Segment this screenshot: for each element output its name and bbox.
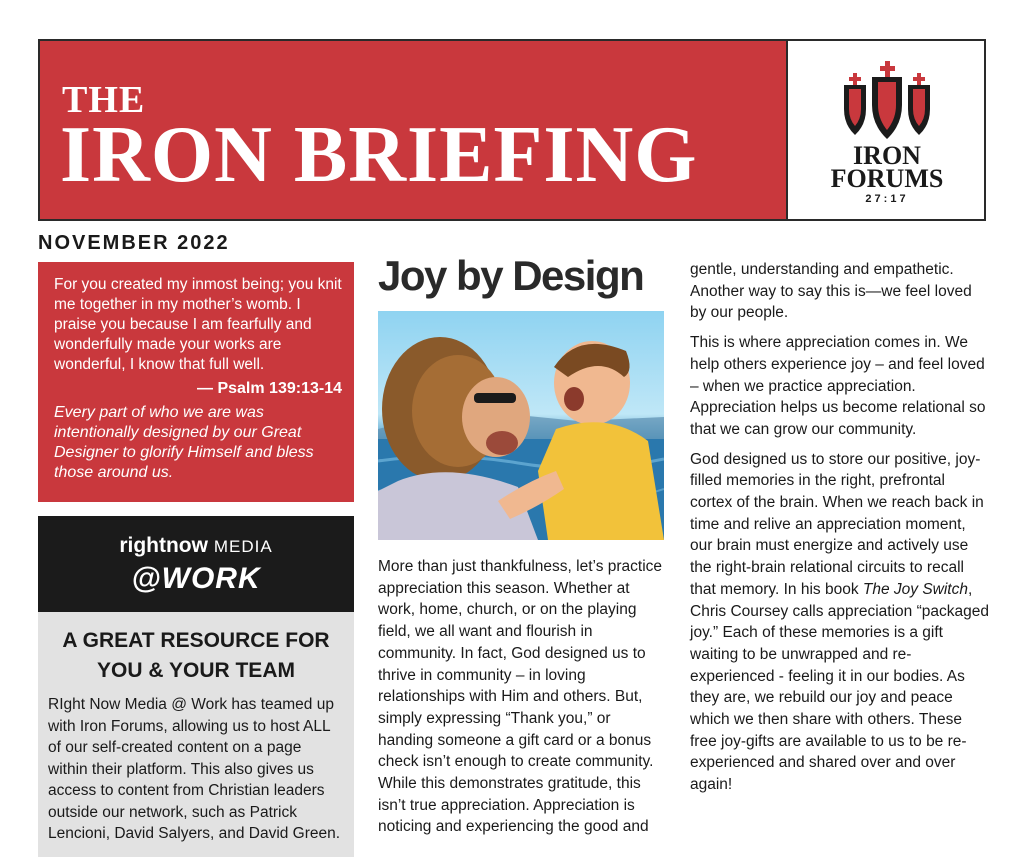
article-paragraph: More than just thankfulness, let’s practice appreciation this season. Whether at work, home, church, or on the playing field, we all want and flourish in community. In fact, God designed us to thrive in community – in loving relationships with Him and others. But, simply expressing “Thank you,” or handing someone a gift card or a bonus check isn’t enough to create community. While this demonstrates gratitude, this isn’t true appreciation. Appreciation is noticing and experiencing the good and bbox=[378, 558, 663, 836]
article-text: God designed us to store our positive, joy-filled memories in the right, prefrontal cortex of the brain. When we reach back in time and relive an appreciation moment, our brain must energize and actively use the right-brain relational circuits to recall that memory. In his book bbox=[690, 450, 984, 598]
scripture-note: Every part of who we are was intentionally designed by our Great Designer to glorify Himself and bless those around us. bbox=[54, 404, 314, 481]
rightnow-work-logo: @WORK bbox=[131, 562, 261, 595]
rightnow-brand bbox=[38, 534, 354, 559]
logo-text-iron: IRON bbox=[853, 141, 921, 170]
article-paragraph bbox=[690, 449, 990, 796]
resource-body: RIght Now Media @ Work has teamed up with Iron Forums, allowing us to host ALL of our self-created content on a page within their platform. This also gives us access to content from Christian leaders outside our network, such as Patrick Lencioni, David Salyers, and David Green. bbox=[48, 696, 341, 842]
masthead bbox=[38, 39, 986, 221]
masthead-banner bbox=[40, 41, 788, 219]
masthead-the: THE bbox=[62, 79, 146, 121]
resource-heading: A GREAT RESOURCE FOR YOU & YOUR TEAM bbox=[62, 629, 330, 682]
iron-forums-shield-icon bbox=[840, 59, 934, 141]
scripture-box bbox=[38, 262, 354, 502]
scripture-reference: — Psalm 139:13-14 bbox=[197, 380, 342, 397]
issue-date: NOVEMBER 2022 bbox=[38, 232, 230, 254]
logo-text-forums: FORUMS bbox=[830, 164, 944, 193]
article-paragraph: This is where appreciation comes in. We help others experience joy – and feel loved – when we practice appreciation. Appreciation helps us become relational so that we can grow our community. bbox=[690, 334, 986, 438]
rightnow-brand-light: MEDIA bbox=[213, 537, 273, 556]
article-title: Joy by Design bbox=[378, 252, 644, 299]
rightnow-brand-bold: rightnow bbox=[119, 534, 208, 557]
article-photo bbox=[378, 311, 664, 540]
masthead-title: IRON BRIEFING bbox=[60, 111, 698, 199]
rightnow-media-banner bbox=[38, 516, 354, 612]
article-paragraph: gentle, understanding and empathetic. Another way to say this is—we feel loved by our people. bbox=[690, 261, 972, 322]
iron-forums-logo bbox=[790, 41, 984, 219]
logo-text-ref: 27:17 bbox=[865, 193, 909, 205]
father-son-photo-illustration bbox=[378, 311, 664, 540]
article-text: , Chris Coursey calls appreciation “packaged joy.” Each of these memories is a gift waiting to be unwrapped and re-experienced - feeling it in our bodies. As they are, we rebuild our joy and peace which we then share with others. These free joy-gifts are available to us to be re-experienced and shared over and over again! bbox=[690, 580, 989, 794]
article-column-1 bbox=[378, 556, 670, 838]
resource-box bbox=[38, 612, 354, 857]
article-column-2 bbox=[690, 259, 990, 796]
scripture-text: For you created my inmost being; you knit me together in my mother’s womb. I praise you because I am fearfully and wonderfully made your works are wonderful, I know that full well. bbox=[54, 276, 342, 373]
book-title: The Joy Switch bbox=[862, 580, 968, 598]
